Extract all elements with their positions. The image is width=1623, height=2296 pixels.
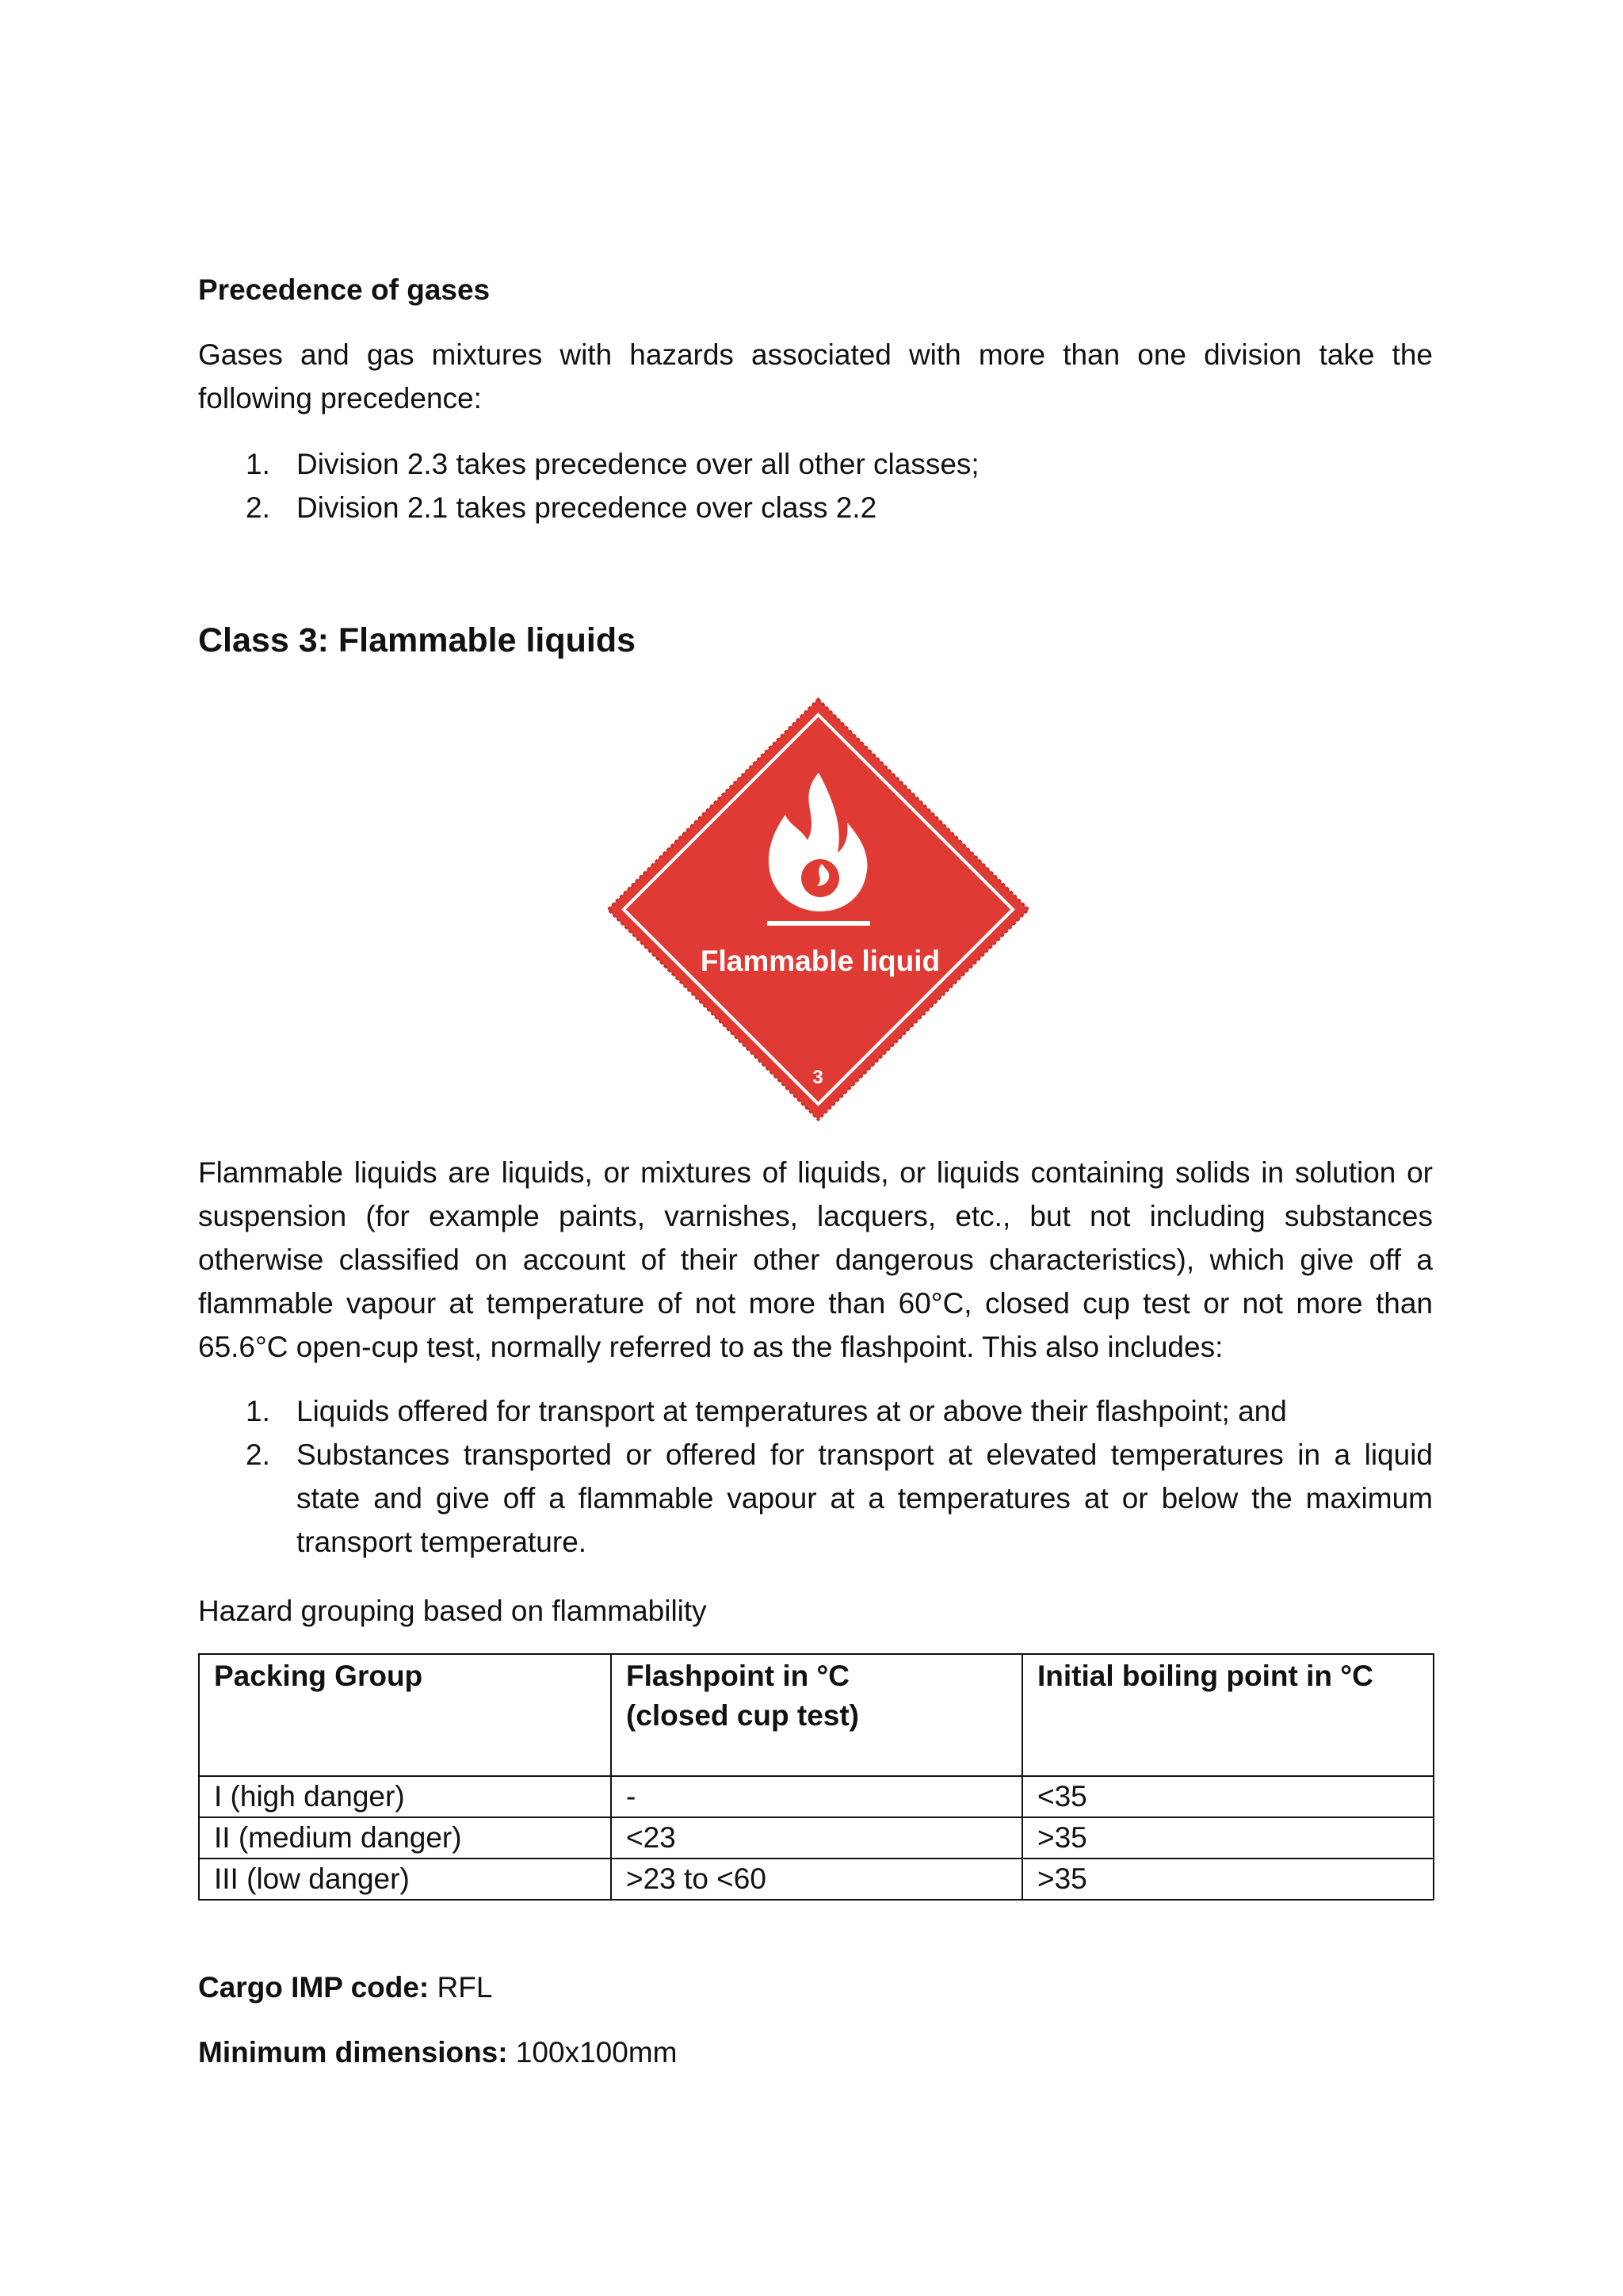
list-text: Division 2.3 takes precedence over all other classes; [296,448,980,480]
header-flashpoint [611,1654,1022,1776]
class3-heading: Class 3: Flammable liquids [198,621,636,659]
table-row [199,1859,1434,1900]
placard-divider [767,921,870,926]
table-cell: <23 [611,1817,1022,1859]
header-flashpoint-line2: (closed cup test) [626,1699,859,1732]
list-number: 2. [246,491,270,524]
table-cell: >23 to <60 [611,1859,1022,1900]
header-packing-group: Packing Group [199,1654,611,1776]
table-cell: II (medium danger) [199,1817,611,1859]
list-item [198,1433,1433,1564]
table-cell: III (low danger) [199,1859,611,1900]
flammable-liquid-placard [606,697,1030,1121]
class3-description: Flammable liquids are liquids, or mixtures of liquids, or liquids containing solids in solution or suspension (for example paints, varnishes, lacquers, etc., but not including substances otherwise classified on account of their other dangerous characteristics), which give off a flammable vapour at temperature of not more than 60°C, closed cup test or not more than 65.6°C open-cup test, normally referred to as the flashpoint. This also includes: [198,1156,1433,1363]
imp-code-value: RFL [437,1971,493,2004]
table-cell: I (high danger) [199,1776,611,1817]
header-boiling-point: Initial boiling point in °C [1022,1654,1434,1776]
list-number: 2. [246,1438,270,1471]
min-dimensions-line [198,2030,1433,2074]
precedence-heading: Precedence of gases [198,273,491,306]
table-cell: >35 [1022,1817,1434,1859]
list-item [198,1389,1433,1433]
table-cell: <35 [1022,1776,1434,1817]
min-dimensions-value: 100x100mm [515,2036,678,2069]
document-page [198,0,1433,2296]
imp-code-label: Cargo IMP code: [198,1971,430,2004]
placard-class-number: 3 [812,1067,823,1088]
precedence-list [198,442,1433,529]
table-cell: >35 [1022,1859,1434,1900]
header-flashpoint-line1: Flashpoint in °C [626,1660,850,1692]
placard-label: Flammable liquid [700,945,941,977]
table-row [199,1776,1434,1817]
table-row [199,1817,1434,1859]
list-text: Liquids offered for transport at temperatures at or above their flashpoint; and [296,1395,1287,1427]
precedence-intro: Gases and gas mixtures with hazards associated with more than one division take the following precedence: [198,338,1433,415]
table-cell: - [611,1776,1022,1817]
list-number: 1. [246,448,270,480]
list-text: Division 2.1 takes precedence over class 2.2 [296,491,877,524]
list-number: 1. [246,1395,270,1427]
list-text: Substances transported or offered for transport at elevated temperatures in a liquid state and give off a flammable vapour at a temperatures at or below the maximum transport temperature. [296,1438,1433,1558]
min-dimensions-label: Minimum dimensions: [198,2036,508,2069]
list-item [198,442,1433,486]
imp-code-line [198,1966,1433,2009]
class3-includes-list [198,1389,1433,1564]
table-header-row [199,1654,1434,1776]
list-item [198,486,1433,529]
table-caption: Hazard grouping based on flammability [198,1595,707,1627]
hazard-grouping-table [198,1653,1434,1901]
